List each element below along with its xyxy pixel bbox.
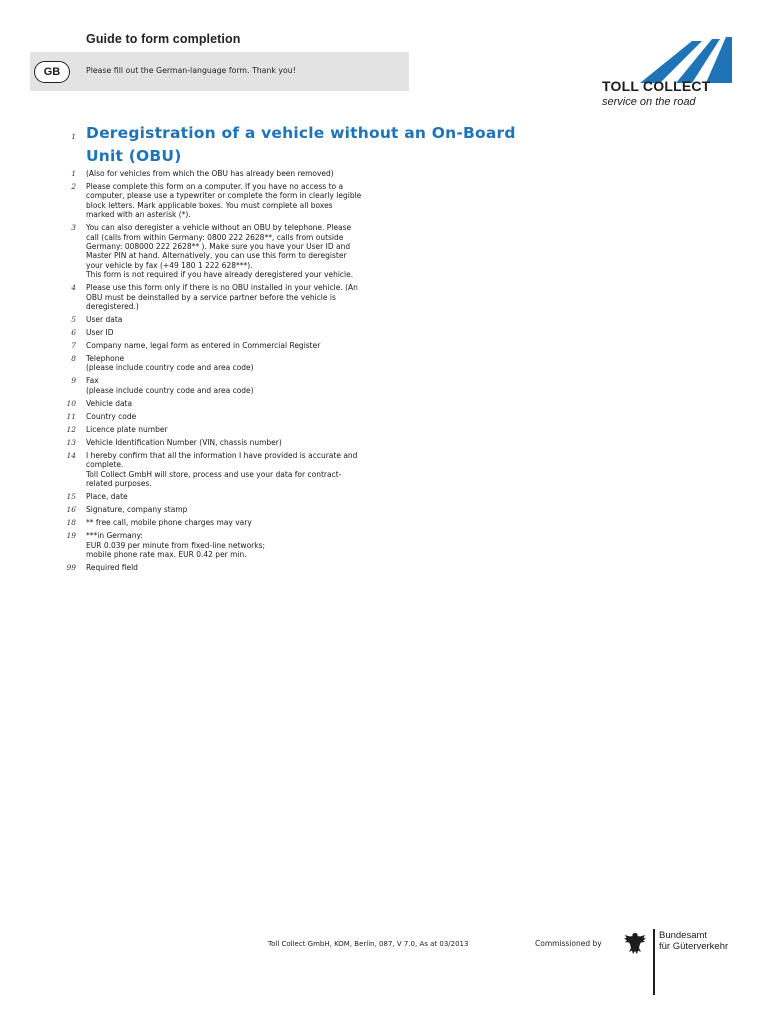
- entry-number: 12: [66, 424, 76, 434]
- entry-number: 11: [66, 411, 76, 421]
- entry-text: I hereby confirm that all the information I have provided is accurate and complete. Toll Collect GmbH will store, process and use your data for contract- related purposes.: [86, 450, 358, 489]
- entry-text: User ID: [86, 328, 114, 338]
- entry-number: 16: [66, 505, 76, 515]
- list-item: [0, 328, 400, 337]
- toll-collect-logo-icon: [640, 33, 732, 83]
- entry-text: ***in Germany: EUR 0.039 per minute from fixed-line networks; mobile phone rate max. EUR 0.42 per min.: [86, 531, 266, 559]
- entry-number: 1: [71, 169, 76, 178]
- entry-number: 8: [71, 354, 76, 364]
- entry-number: 5: [71, 315, 76, 325]
- entry-number: 99: [66, 562, 76, 572]
- list-item: [0, 283, 400, 311]
- entry-text: Please complete this form on a computer. If you have no access to a computer, please use a typewriter or complete the form in clearly legible block letters. Mark applicable boxes. You must complete all boxes marked with an asterisk (*).: [86, 182, 362, 220]
- entry-number: 2: [71, 182, 76, 191]
- entry-text: Country code: [86, 411, 137, 421]
- entry-text: Vehicle Identification Number (VIN, chassis number): [86, 437, 282, 447]
- page-title: Deregistration of a vehicle without an On-Board Unit (OBU): [86, 124, 516, 165]
- guide-entries: [0, 169, 400, 576]
- list-item: [0, 425, 400, 434]
- list-item: [0, 505, 400, 514]
- entry-number: 4: [71, 283, 76, 293]
- list-item: [0, 399, 400, 408]
- entry-text: ** free call, mobile phone charges may vary: [86, 518, 252, 528]
- list-item: [0, 223, 400, 279]
- list-item: [0, 315, 400, 324]
- entry-text: Fax (please include country code and area code): [86, 376, 254, 395]
- entry-number: 9: [71, 376, 76, 386]
- entry-number: 14: [66, 450, 76, 460]
- list-item: [0, 451, 400, 489]
- entry-text: Place, date: [86, 492, 128, 502]
- entry-text: Company name, legal form as entered in Commercial Register: [86, 341, 321, 351]
- footer-imprint: Toll Collect GmbH, KOM, Berlin, 087, V 7.0, As at 03/2013: [268, 940, 469, 948]
- list-item: [0, 376, 400, 395]
- authority-line-2: für Güterverkehr: [659, 941, 729, 952]
- language-badge: GB: [34, 61, 70, 83]
- entry-text: Telephone (please include country code and area code): [86, 354, 254, 373]
- entry-text: Licence plate number: [86, 424, 168, 434]
- entry-number: 18: [66, 518, 76, 528]
- entry-text: Required field: [86, 562, 138, 572]
- entry-text: (Also for vehicles from which the OBU has already been removed): [86, 169, 334, 178]
- guide-title: Guide to form completion: [86, 32, 241, 46]
- entry-number: 7: [71, 341, 76, 351]
- commissioned-by-label: Commissioned by: [535, 939, 602, 948]
- entry-text: Please use this form only if there is no OBU installed in your vehicle. (An OBU must be deinstalled by a service partner before the vehicle is deregistered.): [86, 283, 358, 312]
- list-item: [0, 354, 400, 373]
- entry-number: 13: [66, 437, 76, 447]
- federal-eagle-icon: [622, 931, 648, 957]
- list-item: [0, 438, 400, 447]
- entry-number: 19: [66, 531, 76, 541]
- heading-number: 1: [71, 132, 76, 141]
- federal-divider: [653, 929, 655, 995]
- entry-text: Vehicle data: [86, 398, 133, 408]
- list-item: [0, 341, 400, 350]
- authority-line-1: Bundesamt: [659, 930, 708, 941]
- entry-number: 3: [71, 223, 76, 233]
- list-item: [0, 518, 400, 527]
- list-item: [0, 412, 400, 421]
- logo-tagline: service on the road: [602, 96, 696, 108]
- entry-number: 15: [66, 492, 76, 502]
- list-item: [0, 169, 400, 178]
- authority-name: [659, 930, 728, 952]
- entry-number: 6: [71, 328, 76, 338]
- header-note: Please fill out the German-language form. Thank you!: [86, 66, 296, 75]
- logo-name: TOLL COLLECT: [602, 78, 711, 94]
- entry-text: Signature, company stamp: [86, 505, 188, 515]
- entry-text: User data: [86, 315, 123, 325]
- list-item: [0, 182, 400, 220]
- list-item: [0, 531, 400, 559]
- list-item: [0, 492, 400, 501]
- entry-text: You can also deregister a vehicle without an OBU by telephone. Please call (calls from within Germany: 0800 222 2628**, calls from outside Germany: 008000 222 2628** ). Make sure you have your User ID and Master PIN at hand. Alternatively, you can use this form to deregister your vehicle by fax (+49 180 1 222 628***). This form is not required if you have already deregistered your vehicle.: [86, 223, 354, 280]
- list-item: [0, 563, 400, 572]
- entry-number: 10: [66, 398, 76, 408]
